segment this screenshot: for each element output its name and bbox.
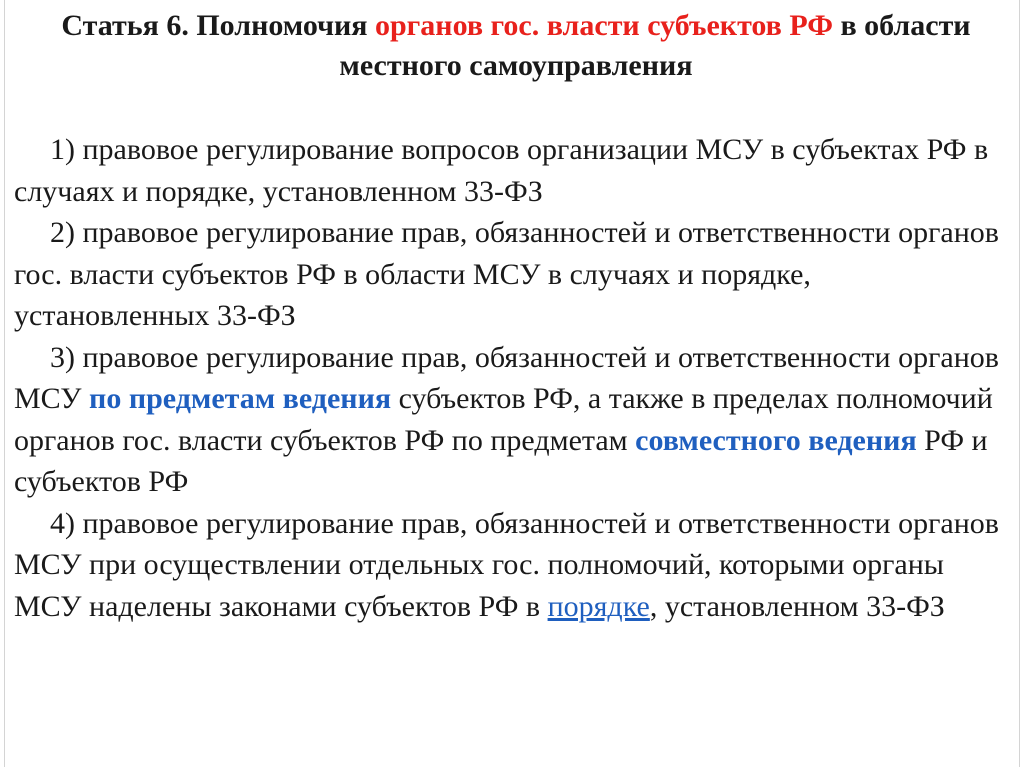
slide-border-right xyxy=(1019,0,1020,767)
title-highlight: органов гос. власти субъектов РФ xyxy=(375,9,833,42)
powers-list xyxy=(14,129,1010,627)
title-prefix: Статья 6. Полномочия xyxy=(61,9,375,42)
item-3-highlight-joint-jurisdiction: совместного ведения xyxy=(635,423,917,457)
list-item-2 xyxy=(14,212,1010,337)
item-3-text-part-1: 3) правовое регулирование прав, обязанностей и ответственности органов МСУ xyxy=(14,340,999,415)
title-suffix: в области местного самоуправления xyxy=(339,9,971,82)
item-4-text-part-2: , установленном 33-ФЗ xyxy=(649,589,945,623)
item-3-text-part-3: РФ и субъектов РФ xyxy=(14,423,988,498)
item-4-text-part-1: 4) правовое регулирование прав, обязанностей и ответственности органов МСУ при осуществлении отдельных гос. полномочий, которыми органы МСУ наделены законами субъектов РФ в xyxy=(14,506,999,623)
item-1-text: 1) правовое регулирование вопросов организации МСУ в субъектах РФ в случаях и порядке, установленном 33-ФЗ xyxy=(14,133,989,208)
slide-border-left xyxy=(4,0,5,767)
item-3-highlight-subject-jurisdiction: по предметам ведения xyxy=(89,382,392,415)
list-item-3 xyxy=(14,337,1010,503)
slide-title xyxy=(16,6,1016,86)
procedure-link[interactable]: порядке xyxy=(547,589,650,623)
list-item-4 xyxy=(14,503,1010,628)
list-item-1 xyxy=(14,129,1010,212)
item-3-text-part-2: субъектов РФ, а также в пределах полномочий органов гос. власти субъектов РФ по предметам xyxy=(14,382,993,457)
item-2-text: 2) правовое регулирование прав, обязанностей и ответственности органов гос. власти субъектов РФ в области МСУ в случаях и порядке, установленных 33-ФЗ xyxy=(14,216,999,332)
